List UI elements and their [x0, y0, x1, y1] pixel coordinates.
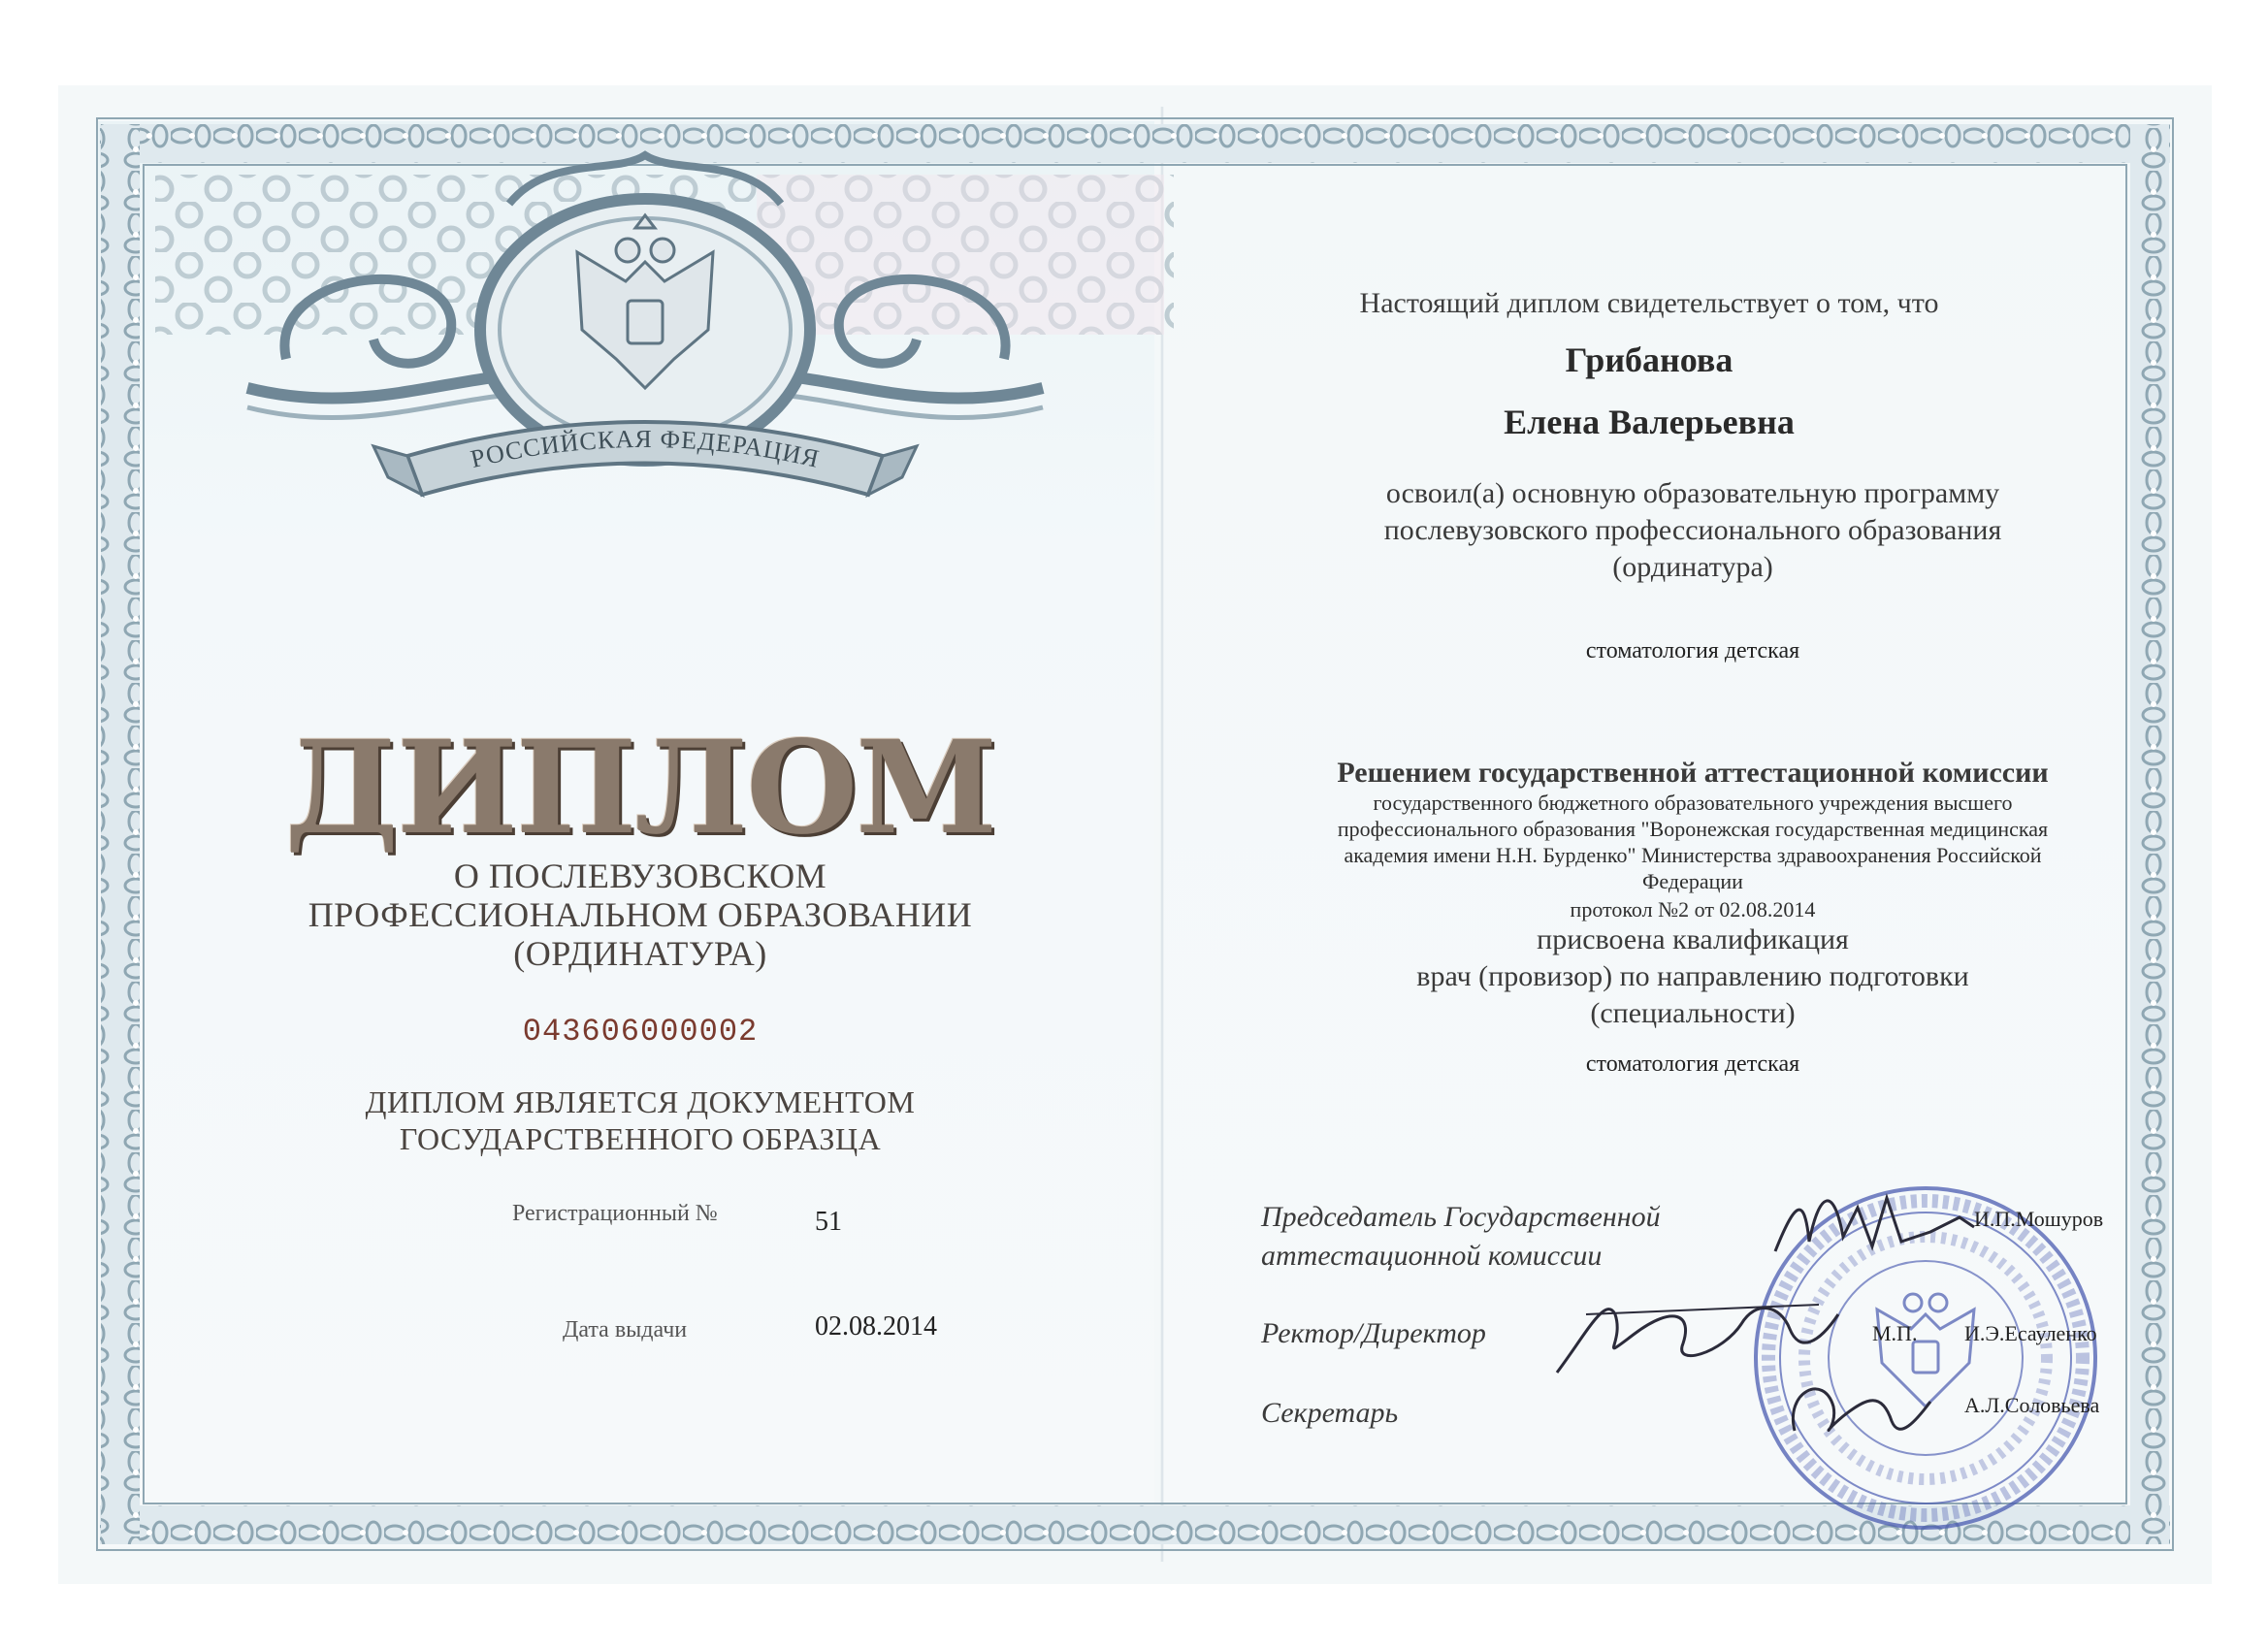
secretary-label: Секретарь [1261, 1397, 1399, 1429]
protocol-line: протокол №2 от 02.08.2014 [1570, 897, 1816, 922]
graduate-given-names: Елена Валерьевна [1504, 403, 1795, 441]
crest-emblem [209, 136, 1082, 529]
subtitle-line-3: (ОРДИНАТУРА) [513, 934, 767, 973]
specialty-2: стоматология детская [1585, 1051, 1800, 1077]
graduate-surname: Грибанова [1565, 340, 1733, 379]
chairman-label-line-1: Председатель Государственной [1261, 1201, 1661, 1233]
rector-name: И.Э.Есауленко [1964, 1321, 2097, 1345]
state-doc-line-2: ГОСУДАРСТВЕННОГО ОБРАЗЦА [399, 1121, 882, 1156]
registration-label: Регистрационный № [512, 1201, 718, 1226]
qualification-line-1: присвоена квалификация [1537, 923, 1849, 955]
serial-number: 043606000002 [522, 1014, 759, 1050]
diploma-title: ДИПЛОМ [284, 713, 996, 863]
program-line-3: (ординатура) [1612, 551, 1773, 583]
issue-date: 02.08.2014 [815, 1311, 937, 1342]
chairman-signature [1766, 1174, 1989, 1280]
subtitle-line-1: О ПОСЛЕВУЗОВСКОМ [453, 857, 827, 895]
state-doc-line-1: ДИПЛОМ ЯВЛЯЕТСЯ ДОКУМЕНТОМ [365, 1084, 916, 1119]
issue-date-label: Дата выдачи [563, 1317, 688, 1342]
institution-line-1: государственного бюджетного образовательного учреждения высшего [1373, 791, 2013, 815]
institution-line-3: академия имени Н.Н. Бурденко" Министерства здравоохранения Российской [1344, 843, 2042, 867]
registration-number: 51 [815, 1207, 842, 1237]
specialty-1: стоматология детская [1585, 638, 1800, 663]
ribbon-text: РОССИЙСКАЯ ФЕДЕРАЦИЯ [468, 424, 823, 473]
secretary-name: А.Л.Соловьева [1964, 1393, 2100, 1417]
program-line-2: послевузовского профессионального образования [1383, 514, 2002, 546]
subtitle-line-2: ПРОФЕССИОНАЛЬНОМ ОБРАЗОВАНИИ [308, 895, 973, 934]
institution-line-4: Федерации [1642, 869, 1743, 893]
program-line-1: освоил(а) основную образовательную программу [1385, 477, 2000, 509]
decision-title: Решением государственной аттестационной комиссии [1337, 757, 2049, 789]
chairman-name: И.П.Мошуров [1974, 1207, 2104, 1231]
rector-label: Ректор/Директор [1261, 1317, 1486, 1349]
seal-place-label: М.П. [1872, 1321, 1918, 1345]
intro-text: Настоящий диплом свидетельствует о том, что [1359, 287, 1939, 319]
chairman-label-line-2: аттестационной комиссии [1261, 1240, 1603, 1272]
qualification-line-3: (специальности) [1590, 997, 1796, 1029]
qualification-line-2: врач (провизор) по направлению подготовки [1416, 960, 1969, 992]
institution-line-2: профессионального образования "Воронежская государственная медицинская [1337, 817, 2049, 841]
secretary-signature [1775, 1363, 1940, 1450]
